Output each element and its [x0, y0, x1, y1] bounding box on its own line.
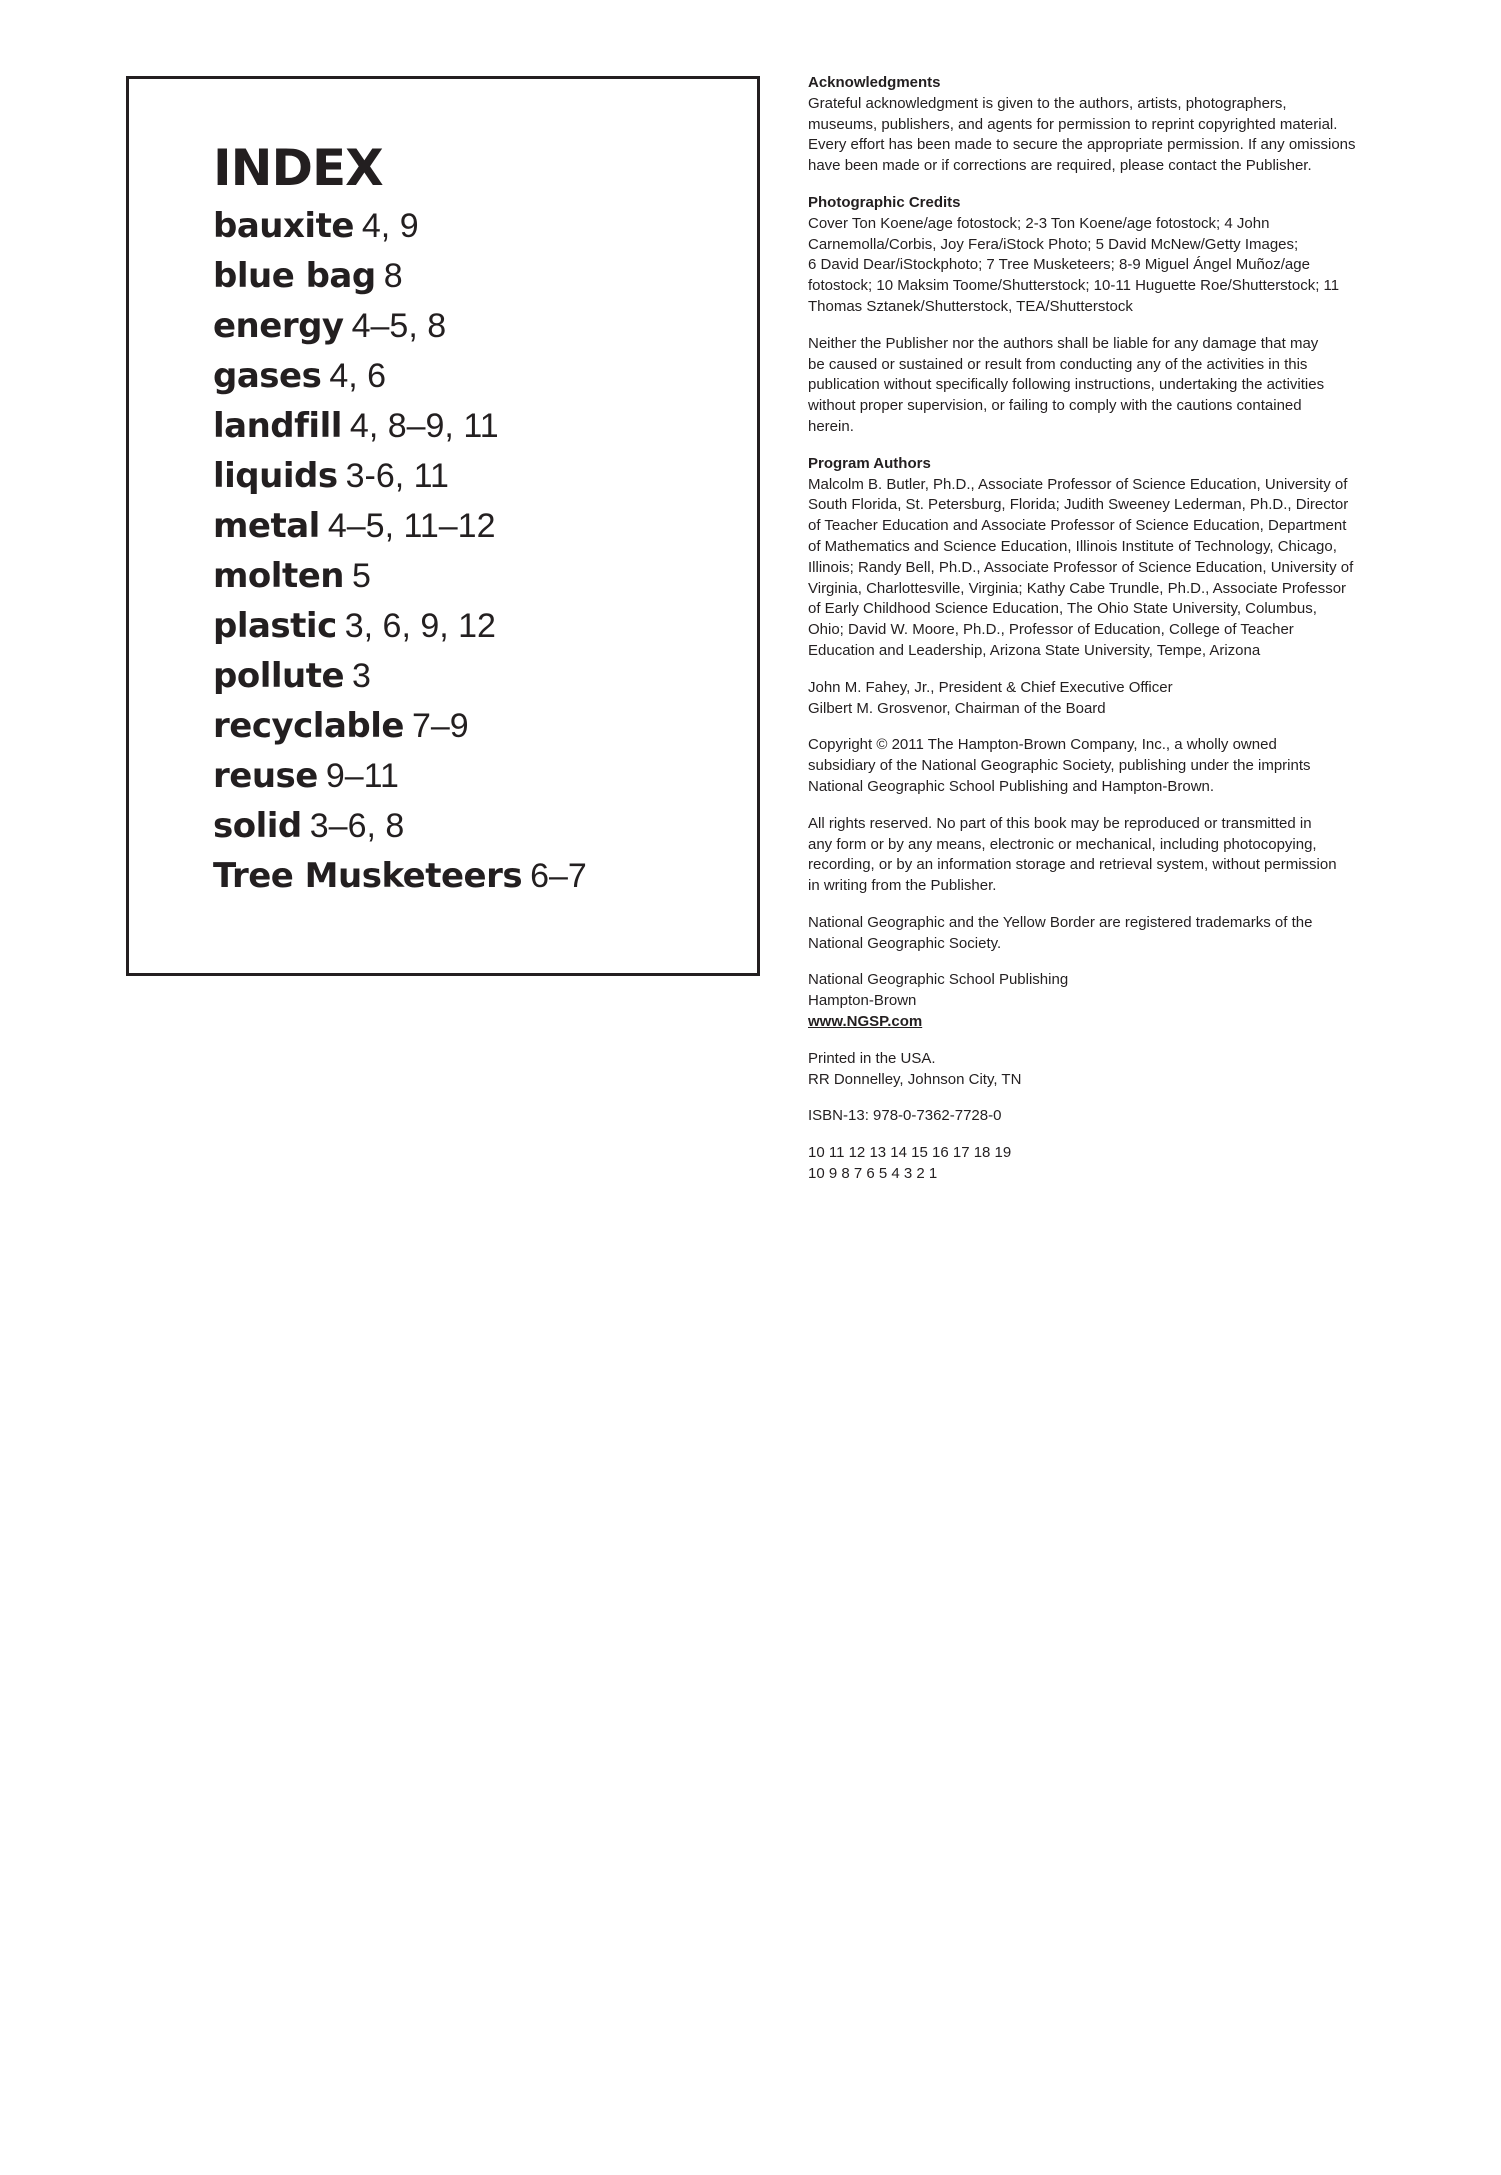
- acknowledgments-section: [808, 73, 1408, 177]
- print-line: 10 9 8 7 6 5 4 3 2 1: [808, 1165, 938, 1183]
- index-term: metal: [213, 506, 320, 546]
- text-line: without proper supervision, or failing to comply with the cautions contained: [808, 397, 1302, 415]
- text-line: Neither the Publisher nor the authors shall be liable for any damage that may: [808, 334, 1319, 352]
- index-pages: 3-6, 11: [345, 457, 449, 495]
- text-line: publication without specifically following instructions, undertaking the activities: [808, 376, 1325, 394]
- text-line: subsidiary of the National Geographic Society, publishing under the imprints: [808, 757, 1311, 775]
- index-pages: 7–9: [411, 707, 469, 745]
- text-line: Education and Leadership, Arizona State University, Tempe, Arizona: [808, 641, 1261, 659]
- index-term: landfill: [213, 406, 342, 446]
- index-pages: 4, 6: [329, 357, 387, 395]
- officers-section: [808, 678, 1408, 720]
- index-pages: 3: [352, 657, 371, 695]
- text-line: South Florida, St. Petersburg, Florida; Judith Sweeney Lederman, Ph.D., Director: [808, 496, 1349, 514]
- index-pages: 5: [351, 557, 371, 595]
- index-term: energy: [213, 306, 344, 346]
- index-term: plastic: [213, 606, 337, 646]
- isbn: ISBN-13: 978-0-7362-7728-0: [808, 1107, 1002, 1125]
- index-entry: [213, 751, 587, 801]
- index-pages: 3–6, 8: [309, 807, 405, 845]
- index-pages: 4, 8–9, 11: [349, 407, 499, 445]
- index-pages: 8: [383, 257, 403, 295]
- print-line: 10 11 12 13 14 15 16 17 18 19: [808, 1144, 1012, 1162]
- text-line: RR Donnelley, Johnson City, TN: [808, 1070, 1022, 1088]
- text-line: Grateful acknowledgment is given to the authors, artists, photographers,: [808, 94, 1287, 112]
- text-line: 6 David Dear/iStockphoto; 7 Tree Musketeers; 8-9 Miguel Ángel Muñoz/age: [808, 256, 1310, 274]
- text-line: John M. Fahey, Jr., President & Chief Executive Officer: [808, 678, 1173, 696]
- index-box: [126, 76, 760, 976]
- index-pages: 6–7: [530, 857, 587, 895]
- text-line: Malcolm B. Butler, Ph.D., Associate Professor of Science Education, University of: [808, 475, 1348, 493]
- isbn-section: [808, 1106, 1408, 1127]
- text-line: National Geographic Society.: [808, 934, 1002, 952]
- photo-credits-section: [808, 193, 1408, 318]
- index-term: Tree Musketeers: [213, 856, 523, 896]
- index-entry: [213, 451, 587, 501]
- text-line: Carnemolla/Corbis, Joy Fera/iStock Photo; 5 David McNew/Getty Images;: [808, 235, 1299, 253]
- index-title: INDEX: [213, 139, 383, 197]
- text-line: Gilbert M. Grosvenor, Chairman of the Board: [808, 699, 1106, 717]
- index-pages: 3, 6, 9, 12: [344, 607, 496, 645]
- trademark-section: [808, 913, 1408, 955]
- program-authors-section: [808, 454, 1408, 662]
- text-line: of Teacher Education and Associate Professor of Science Education, Department: [808, 517, 1347, 535]
- text-line: be caused or sustained or result from conducting any of the activities in this: [808, 355, 1308, 373]
- credits-column: [808, 73, 1408, 1201]
- index-term: solid: [213, 806, 302, 846]
- index-entry: [213, 351, 587, 401]
- text-line: of Mathematics and Science Education, Illinois Institute of Technology, Chicago,: [808, 537, 1337, 555]
- index-entry: [213, 201, 587, 251]
- index-entry: [213, 551, 587, 601]
- text-line: National Geographic and the Yellow Border are registered trademarks of the: [808, 913, 1313, 931]
- index-term: molten: [213, 556, 344, 596]
- copyright-section: [808, 735, 1408, 797]
- index-entry: [213, 801, 587, 851]
- index-term: bauxite: [213, 206, 354, 246]
- index-term: liquids: [213, 456, 338, 496]
- index-term: pollute: [213, 656, 345, 696]
- index-term: gases: [213, 356, 322, 396]
- text-line: Cover Ton Koene/age fotostock; 2-3 Ton Koene/age fotostock; 4 John: [808, 214, 1270, 232]
- index-entry: [213, 251, 587, 301]
- index-entry: [213, 701, 587, 751]
- program-authors-heading: Program Authors: [808, 454, 931, 472]
- liability-section: [808, 334, 1408, 438]
- print-lines-section: [808, 1143, 1408, 1185]
- photo-credits-heading: Photographic Credits: [808, 193, 961, 211]
- index-entry: [213, 601, 587, 651]
- index-list: [213, 201, 587, 901]
- text-line: Virginia, Charlottesville, Virginia; Kathy Cabe Trundle, Ph.D., Associate Professor: [808, 579, 1347, 597]
- text-line: Thomas Sztanek/Shutterstock, TEA/Shutterstock: [808, 297, 1133, 315]
- text-line: have been made or if corrections are required, please contact the Publisher.: [808, 157, 1312, 175]
- text-line: Illinois; Randy Bell, Ph.D., Associate Professor of Science Education, University of: [808, 558, 1354, 576]
- index-entry: [213, 651, 587, 701]
- index-entry: [213, 301, 587, 351]
- text-line: Ohio; David W. Moore, Ph.D., Professor of Education, College of Teacher: [808, 621, 1294, 639]
- index-term: recyclable: [213, 706, 404, 746]
- index-pages: 4, 9: [361, 207, 419, 245]
- text-line: museums, publishers, and agents for permission to reprint copyrighted material.: [808, 115, 1338, 133]
- text-line: in writing from the Publisher.: [808, 877, 997, 895]
- index-entry: [213, 851, 587, 901]
- index-pages: 4–5, 11–12: [327, 507, 496, 545]
- text-line: any form or by any means, electronic or mechanical, including photocopying,: [808, 835, 1317, 853]
- text-line: fotostock; 10 Maksim Toome/Shutterstock; 10-11 Huguette Roe/Shutterstock; 11: [808, 277, 1340, 295]
- text-line: All rights reserved. No part of this book may be reproduced or transmitted in: [808, 814, 1312, 832]
- publisher-name: National Geographic School Publishing: [808, 971, 1069, 989]
- website-link[interactable]: www.NGSP.com: [808, 1013, 923, 1031]
- publisher-imprint: Hampton-Brown: [808, 992, 917, 1010]
- index-term: blue bag: [213, 256, 376, 296]
- text-line: Printed in the USA.: [808, 1049, 936, 1067]
- acknowledgments-heading: Acknowledgments: [808, 74, 941, 91]
- text-line: Copyright © 2011 The Hampton-Brown Company, Inc., a wholly owned: [808, 736, 1277, 754]
- index-entry: [213, 401, 587, 451]
- text-line: recording, or by an information storage and retrieval system, without permission: [808, 856, 1337, 874]
- text-line: herein.: [808, 417, 854, 435]
- publisher-section: [808, 970, 1408, 1032]
- index-pages: 9–11: [325, 757, 399, 795]
- text-line: of Early Childhood Science Education, The Ohio State University, Columbus,: [808, 600, 1317, 618]
- rights-section: [808, 814, 1408, 897]
- index-term: reuse: [213, 756, 318, 796]
- text-line: National Geographic School Publishing and Hampton-Brown.: [808, 777, 1215, 795]
- text-line: Every effort has been made to secure the appropriate permission. If any omissions: [808, 136, 1356, 154]
- index-entry: [213, 501, 587, 551]
- index-pages: 4–5, 8: [351, 307, 447, 345]
- printed-section: [808, 1049, 1408, 1091]
